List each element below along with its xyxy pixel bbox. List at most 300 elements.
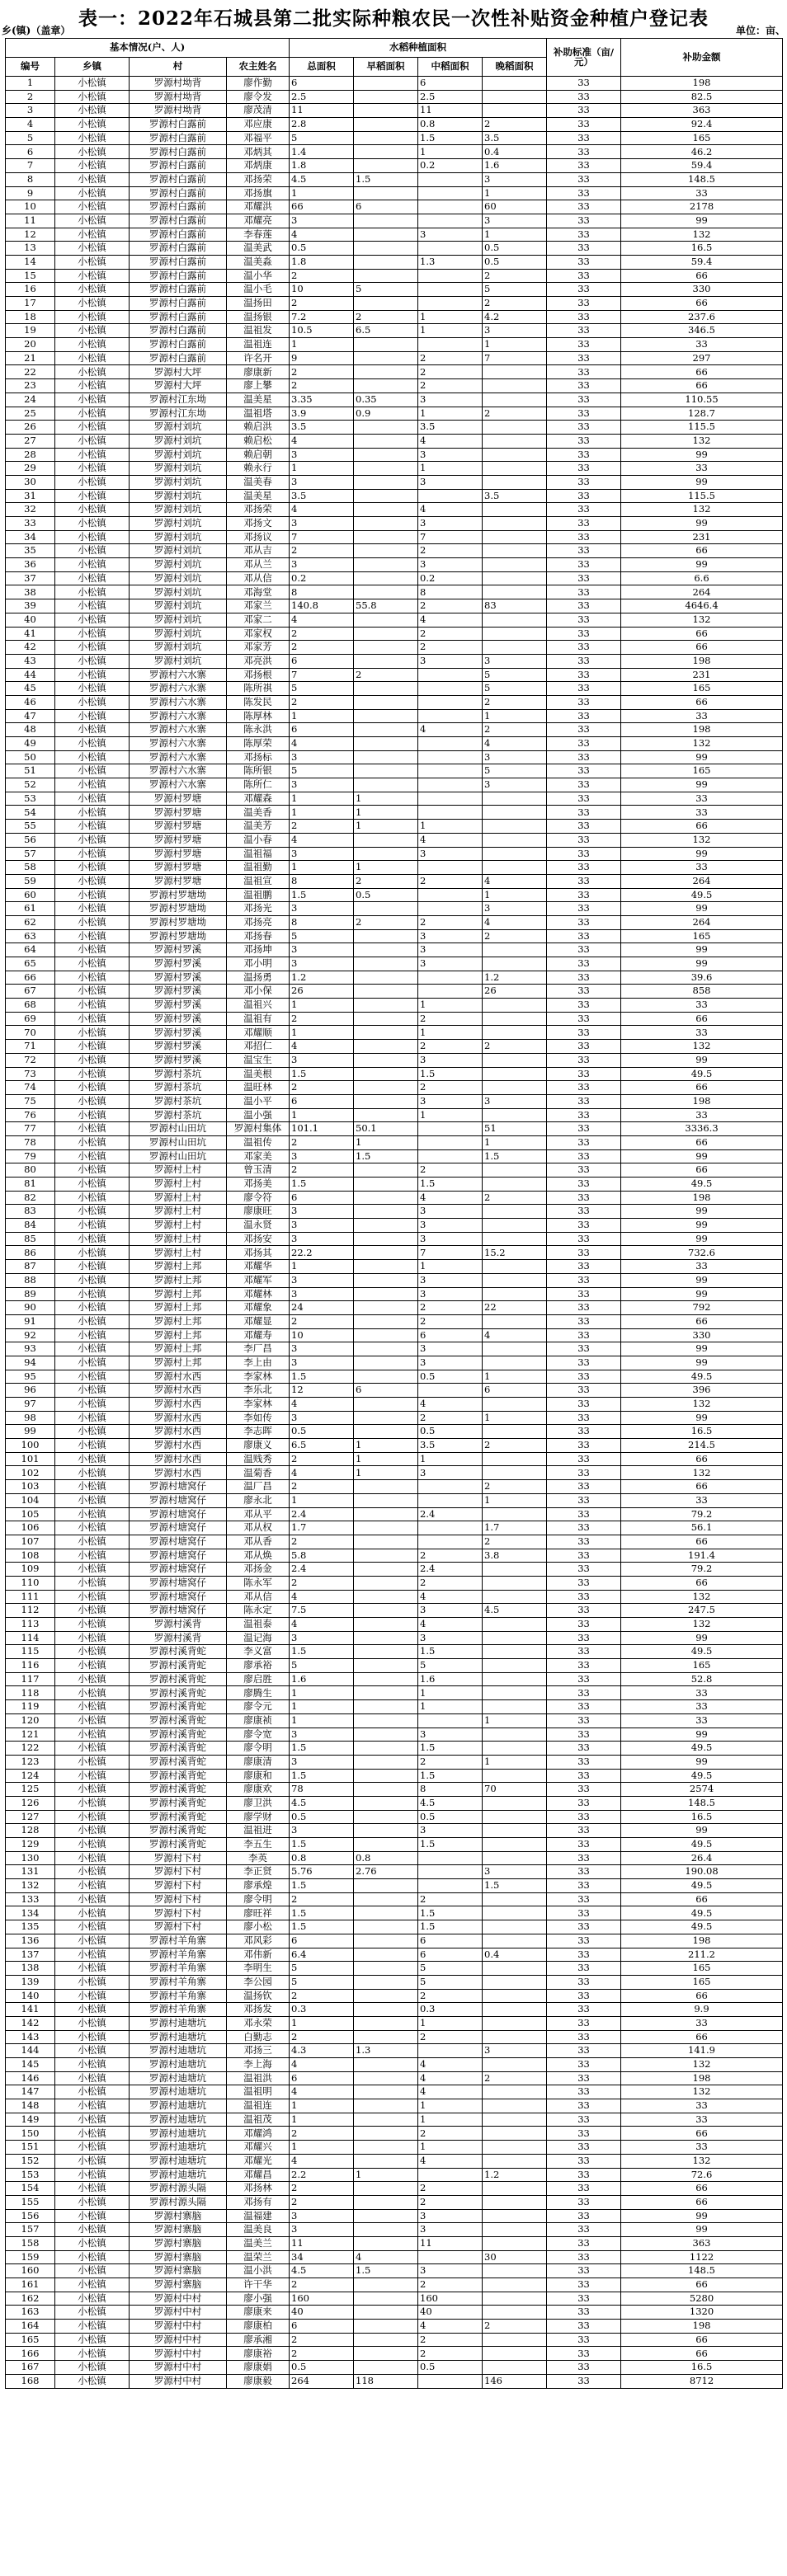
cell-amount: 6.6: [621, 571, 783, 585]
cell-amount: 363: [621, 2236, 783, 2250]
cell-village: 罗源村罗塘坳: [130, 929, 227, 943]
cell-name: 温美芳: [227, 820, 290, 834]
cell-standard: 33: [547, 1466, 621, 1480]
cell-village: 罗源村刘坑: [130, 571, 227, 585]
cell-total-area: 1.5: [290, 1645, 354, 1659]
cell-standard: 33: [547, 2113, 621, 2127]
cell-late-area: 1.6: [483, 159, 547, 173]
cell-no: 26: [6, 421, 55, 435]
cell-amount: 198: [621, 1094, 783, 1108]
cell-village: 罗源村白露前: [130, 172, 227, 186]
cell-standard: 33: [547, 847, 621, 861]
cell-no: 71: [6, 1040, 55, 1054]
cell-name: 温祖有: [227, 1012, 290, 1026]
cell-no: 99: [6, 1425, 55, 1439]
cell-mid-area: 3: [418, 517, 483, 531]
cell-name: 温祖连: [227, 338, 290, 352]
cell-no: 76: [6, 1108, 55, 1122]
cell-amount: 33: [621, 806, 783, 820]
cell-total-area: 2: [290, 365, 354, 379]
cell-name: 邓扬标: [227, 750, 290, 764]
cell-total-area: 5: [290, 929, 354, 943]
table-row: [6, 1026, 783, 1040]
cell-early-area: [354, 1948, 418, 1962]
table-row: [6, 999, 783, 1013]
cell-late-area: [483, 1012, 547, 1026]
cell-mid-area: 3: [418, 2209, 483, 2223]
cell-late-area: [483, 2333, 547, 2347]
cell-standard: 33: [547, 1053, 621, 1067]
table-row: [6, 820, 783, 834]
table-row: [6, 517, 783, 531]
cell-village: 罗源村罗溪: [130, 1026, 227, 1040]
cell-amount: 148.5: [621, 2264, 783, 2278]
cell-standard: 33: [547, 820, 621, 834]
cell-name: 邓家兰: [227, 599, 290, 613]
cell-late-area: 4: [483, 874, 547, 888]
cell-late-area: [483, 1590, 547, 1604]
table-row: [6, 448, 783, 462]
cell-town: 小松镇: [55, 2292, 130, 2306]
cell-late-area: [483, 1838, 547, 1852]
cell-name: 李正贤: [227, 1865, 290, 1879]
basic-info-header: 基本情况(户、人): [6, 39, 290, 58]
cell-no: 80: [6, 1163, 55, 1178]
cell-name: 廖令元: [227, 1700, 290, 1714]
cell-amount: 165: [621, 1962, 783, 1976]
table-row: [6, 571, 783, 585]
cell-early-area: 6.5: [354, 324, 418, 338]
cell-village: 罗源村白露前: [130, 269, 227, 283]
cell-late-area: [483, 393, 547, 407]
cell-no: 21: [6, 351, 55, 365]
cell-early-area: 1: [354, 1452, 418, 1466]
cell-village: 罗源村迪塘坑: [130, 2030, 227, 2044]
cell-town: 小松镇: [55, 2333, 130, 2347]
cell-mid-area: 2: [418, 641, 483, 655]
col-late-header: 晚稻面积: [483, 58, 547, 77]
cell-mid-area: 4: [418, 613, 483, 627]
cell-town: 小松镇: [55, 242, 130, 256]
cell-name: 邓扬根: [227, 668, 290, 682]
cell-mid-area: [418, 682, 483, 696]
cell-name: 廖令发: [227, 90, 290, 104]
cell-amount: 99: [621, 1824, 783, 1838]
cell-no: 11: [6, 214, 55, 228]
cell-total-area: 4.5: [290, 1796, 354, 1810]
cell-late-area: 2: [483, 118, 547, 132]
cell-early-area: [354, 351, 418, 365]
cell-standard: 33: [547, 2250, 621, 2264]
cell-total-area: 4: [290, 1618, 354, 1632]
cell-no: 67: [6, 985, 55, 999]
cell-village: 罗源村下村: [130, 1892, 227, 1906]
cell-early-area: 1: [354, 861, 418, 875]
cell-late-area: [483, 1466, 547, 1480]
cell-late-area: [483, 90, 547, 104]
cell-village: 罗源村罗塘: [130, 861, 227, 875]
cell-early-area: 2.76: [354, 1865, 418, 1879]
cell-no: 27: [6, 434, 55, 448]
table-row: [6, 750, 783, 764]
cell-no: 68: [6, 999, 55, 1013]
table-row: [6, 2333, 783, 2347]
cell-late-area: 1: [483, 709, 547, 723]
cell-late-area: [483, 1728, 547, 1742]
cell-town: 小松镇: [55, 861, 130, 875]
table-row: [6, 1755, 783, 1769]
cell-town: 小松镇: [55, 1178, 130, 1192]
cell-no: 55: [6, 820, 55, 834]
cell-name: 廖小松: [227, 1920, 290, 1934]
cell-town: 小松镇: [55, 338, 130, 352]
cell-village: 罗源村山田坑: [130, 1122, 227, 1136]
cell-early-area: 6: [354, 1384, 418, 1398]
cell-early-area: [354, 448, 418, 462]
cell-amount: 1122: [621, 2250, 783, 2264]
cell-total-area: 3: [290, 558, 354, 572]
cell-mid-area: [418, 1149, 483, 1163]
cell-no: 123: [6, 1755, 55, 1769]
cell-town: 小松镇: [55, 1769, 130, 1783]
cell-village: 罗源村上邦: [130, 1328, 227, 1342]
cell-standard: 33: [547, 1507, 621, 1521]
cell-mid-area: 2: [418, 1163, 483, 1178]
cell-town: 小松镇: [55, 571, 130, 585]
subsidy-standard-header: 补助标准（亩/元）: [547, 39, 621, 77]
col-town-header: 乡镇: [55, 58, 130, 77]
cell-town: 小松镇: [55, 1879, 130, 1893]
cell-standard: 33: [547, 1962, 621, 1976]
cell-late-area: 0.5: [483, 255, 547, 269]
cell-late-area: [483, 2264, 547, 2278]
cell-no: 167: [6, 2361, 55, 2375]
cell-total-area: 6: [290, 1191, 354, 1205]
cell-town: 小松镇: [55, 1659, 130, 1673]
cell-mid-area: 2: [418, 365, 483, 379]
table-row: [6, 2127, 783, 2141]
cell-name: 邓耀显: [227, 1314, 290, 1328]
cell-late-area: 3.5: [483, 131, 547, 145]
cell-village: 罗源村白露前: [130, 159, 227, 173]
cell-early-area: [354, 503, 418, 517]
cell-no: 114: [6, 1631, 55, 1645]
cell-mid-area: [418, 297, 483, 311]
cell-village: 罗源村中村: [130, 2347, 227, 2361]
cell-no: 63: [6, 929, 55, 943]
cell-mid-area: 1: [418, 1026, 483, 1040]
cell-early-area: [354, 957, 418, 971]
cell-total-area: 10: [290, 283, 354, 297]
cell-amount: 79.2: [621, 1507, 783, 1521]
cell-standard: 33: [547, 723, 621, 737]
cell-standard: 33: [547, 172, 621, 186]
cell-total-area: 2: [290, 1480, 354, 1494]
cell-name: 温扬勇: [227, 971, 290, 985]
cell-late-area: [483, 379, 547, 393]
cell-village: 罗源村上邦: [130, 1301, 227, 1315]
cell-mid-area: 3: [418, 1342, 483, 1356]
cell-amount: 211.2: [621, 1948, 783, 1962]
cell-town: 小松镇: [55, 1411, 130, 1425]
cell-total-area: 6: [290, 1094, 354, 1108]
cell-town: 小松镇: [55, 1219, 130, 1233]
table-row: [6, 1301, 783, 1315]
page-title: 表一：2022年石城县第二批实际种粮农民一次性补贴资金种植户登记表: [78, 7, 709, 30]
cell-standard: 33: [547, 90, 621, 104]
cell-town: 小松镇: [55, 1672, 130, 1686]
cell-mid-area: [418, 695, 483, 709]
cell-village: 罗源村上邦: [130, 1342, 227, 1356]
cell-late-area: 2: [483, 407, 547, 421]
cell-standard: 33: [547, 544, 621, 558]
cell-town: 小松镇: [55, 393, 130, 407]
cell-town: 小松镇: [55, 1135, 130, 1149]
cell-no: 154: [6, 2182, 55, 2196]
cell-late-area: 3.8: [483, 1549, 547, 1563]
cell-no: 25: [6, 407, 55, 421]
cell-late-area: [483, 1631, 547, 1645]
cell-late-area: 3.5: [483, 489, 547, 503]
cell-total-area: 0.2: [290, 571, 354, 585]
cell-late-area: [483, 2154, 547, 2168]
cell-total-area: 1.5: [290, 1879, 354, 1893]
cell-no: 159: [6, 2250, 55, 2264]
cell-village: 罗源村寨脑: [130, 2236, 227, 2250]
cell-no: 136: [6, 1934, 55, 1948]
cell-no: 46: [6, 695, 55, 709]
cell-village: 罗源村上村: [130, 1191, 227, 1205]
table-header: [6, 39, 783, 77]
cell-town: 小松镇: [55, 1755, 130, 1769]
cell-early-area: 1: [354, 1439, 418, 1453]
table-row: [6, 1906, 783, 1920]
cell-standard: 33: [547, 475, 621, 489]
cell-total-area: 7.5: [290, 1604, 354, 1618]
cell-early-area: [354, 1521, 418, 1535]
cell-name: 廖旺祥: [227, 1906, 290, 1920]
cell-total-area: 3.35: [290, 393, 354, 407]
cell-village: 罗源村白露前: [130, 118, 227, 132]
cell-standard: 33: [547, 1549, 621, 1563]
cell-early-area: [354, 1535, 418, 1549]
cell-no: 111: [6, 1590, 55, 1604]
cell-no: 12: [6, 228, 55, 242]
cell-mid-area: 3: [418, 558, 483, 572]
cell-total-area: 2: [290, 379, 354, 393]
cell-village: 罗源村下村: [130, 1865, 227, 1879]
cell-amount: 33: [621, 186, 783, 200]
cell-no: 31: [6, 489, 55, 503]
cell-village: 罗源村下村: [130, 1851, 227, 1865]
table-row: [6, 131, 783, 145]
cell-town: 小松镇: [55, 1865, 130, 1879]
cell-name: 邓扬其: [227, 1246, 290, 1260]
table-row: [6, 324, 783, 338]
cell-amount: 165: [621, 764, 783, 778]
cell-no: 64: [6, 943, 55, 957]
cell-name: 温祖泰: [227, 1618, 290, 1632]
cell-no: 49: [6, 737, 55, 751]
cell-early-area: [354, 517, 418, 531]
cell-name: 邓从香: [227, 1535, 290, 1549]
table-row: [6, 1796, 783, 1810]
cell-total-area: 5: [290, 1962, 354, 1976]
cell-no: 116: [6, 1659, 55, 1673]
cell-no: 143: [6, 2030, 55, 2044]
cell-village: 罗源村水西: [130, 1384, 227, 1398]
cell-village: 罗源村塘窝仔: [130, 1535, 227, 1549]
cell-late-area: 0.4: [483, 1948, 547, 1962]
cell-amount: 66: [621, 2278, 783, 2292]
cell-standard: 33: [547, 1838, 621, 1852]
cell-standard: 33: [547, 1934, 621, 1948]
cell-name: 陈厚林: [227, 709, 290, 723]
cell-name: 温荣兰: [227, 2250, 290, 2264]
cell-standard: 33: [547, 310, 621, 324]
table-row: [6, 861, 783, 875]
cell-total-area: 1.8: [290, 159, 354, 173]
cell-early-area: [354, 2209, 418, 2223]
cell-mid-area: 1.5: [418, 1920, 483, 1934]
cell-mid-area: 2: [418, 874, 483, 888]
cell-standard: 33: [547, 1108, 621, 1122]
cell-no: 120: [6, 1713, 55, 1728]
cell-no: 108: [6, 1549, 55, 1563]
table-row: [6, 1053, 783, 1067]
cell-town: 小松镇: [55, 2209, 130, 2223]
cell-town: 小松镇: [55, 530, 130, 544]
table-row: [6, 159, 783, 173]
cell-total-area: 2: [290, 1535, 354, 1549]
cell-no: 118: [6, 1686, 55, 1700]
cell-late-area: [483, 1796, 547, 1810]
cell-standard: 33: [547, 2223, 621, 2237]
cell-late-area: [483, 434, 547, 448]
cell-total-area: 3: [290, 448, 354, 462]
cell-name: 邓家美: [227, 1149, 290, 1163]
cell-amount: 396: [621, 1384, 783, 1398]
cell-total-area: 3.5: [290, 489, 354, 503]
cell-mid-area: 8: [418, 1783, 483, 1797]
cell-late-area: [483, 2195, 547, 2209]
cell-total-area: 1: [290, 806, 354, 820]
cell-late-area: [483, 957, 547, 971]
table-row: [6, 1108, 783, 1122]
cell-amount: 115.5: [621, 489, 783, 503]
cell-no: 43: [6, 654, 55, 668]
cell-name: 温祖发: [227, 324, 290, 338]
table-row: [6, 1452, 783, 1466]
cell-amount: 66: [621, 1576, 783, 1590]
cell-town: 小松镇: [55, 2085, 130, 2099]
cell-village: 罗源村白露前: [130, 338, 227, 352]
cell-late-area: [483, 1425, 547, 1439]
cell-standard: 33: [547, 2099, 621, 2113]
cell-amount: 99: [621, 1273, 783, 1287]
cell-no: 88: [6, 1273, 55, 1287]
cell-mid-area: [418, 1851, 483, 1865]
cell-early-area: [354, 1178, 418, 1192]
table-row: [6, 104, 783, 118]
cell-amount: 99: [621, 1287, 783, 1301]
cell-mid-area: 3: [418, 654, 483, 668]
cell-no: 36: [6, 558, 55, 572]
cell-late-area: [483, 448, 547, 462]
cell-no: 14: [6, 255, 55, 269]
cell-name: 陈永军: [227, 1576, 290, 1590]
cell-mid-area: 3: [418, 847, 483, 861]
cell-no: 86: [6, 1246, 55, 1260]
cell-amount: 3336.3: [621, 1122, 783, 1136]
cell-early-area: [354, 833, 418, 847]
cell-total-area: 3.5: [290, 421, 354, 435]
cell-mid-area: 1: [418, 1260, 483, 1274]
cell-town: 小松镇: [55, 2141, 130, 2155]
cell-village: 罗源村下村: [130, 1879, 227, 1893]
cell-amount: 26.4: [621, 1851, 783, 1865]
cell-amount: 66: [621, 2182, 783, 2196]
cell-no: 102: [6, 1466, 55, 1480]
cell-mid-area: 3: [418, 1094, 483, 1108]
cell-early-area: [354, 1370, 418, 1384]
cell-standard: 33: [547, 571, 621, 585]
cell-total-area: 7.2: [290, 310, 354, 324]
table-row: [6, 145, 783, 159]
cell-town: 小松镇: [55, 1563, 130, 1577]
cell-amount: 264: [621, 874, 783, 888]
cell-amount: 148.5: [621, 172, 783, 186]
cell-standard: 33: [547, 1411, 621, 1425]
cell-no: 117: [6, 1672, 55, 1686]
cell-no: 126: [6, 1796, 55, 1810]
cell-no: 81: [6, 1178, 55, 1192]
cell-amount: 66: [621, 641, 783, 655]
cell-standard: 33: [547, 1975, 621, 1989]
cell-town: 小松镇: [55, 1466, 130, 1480]
table-row: [6, 1713, 783, 1728]
cell-total-area: 2: [290, 820, 354, 834]
cell-village: 罗源村溪背蛇: [130, 1742, 227, 1756]
cell-name: 温祖鹏: [227, 888, 290, 902]
cell-late-area: 0.5: [483, 242, 547, 256]
cell-amount: 99: [621, 750, 783, 764]
cell-mid-area: 1.5: [418, 1178, 483, 1192]
cell-no: 52: [6, 778, 55, 792]
cell-standard: 33: [547, 888, 621, 902]
cell-town: 小松镇: [55, 2278, 130, 2292]
cell-standard: 33: [547, 971, 621, 985]
cell-no: 66: [6, 971, 55, 985]
cell-town: 小松镇: [55, 434, 130, 448]
cell-town: 小松镇: [55, 379, 130, 393]
cell-late-area: [483, 2278, 547, 2292]
cell-early-area: [354, 2195, 418, 2209]
cell-village: 罗源村上村: [130, 1232, 227, 1246]
cell-standard: 33: [547, 214, 621, 228]
cell-late-area: 5: [483, 283, 547, 297]
cell-late-area: [483, 2141, 547, 2155]
cell-late-area: [483, 1618, 547, 1632]
cell-amount: 49.5: [621, 1769, 783, 1783]
cell-town: 小松镇: [55, 1742, 130, 1756]
table-row: [6, 200, 783, 214]
cell-standard: 33: [547, 1824, 621, 1838]
cell-early-area: [354, 2003, 418, 2017]
cell-standard: 33: [547, 806, 621, 820]
cell-name: 廖作勤: [227, 77, 290, 91]
cell-late-area: [483, 861, 547, 875]
